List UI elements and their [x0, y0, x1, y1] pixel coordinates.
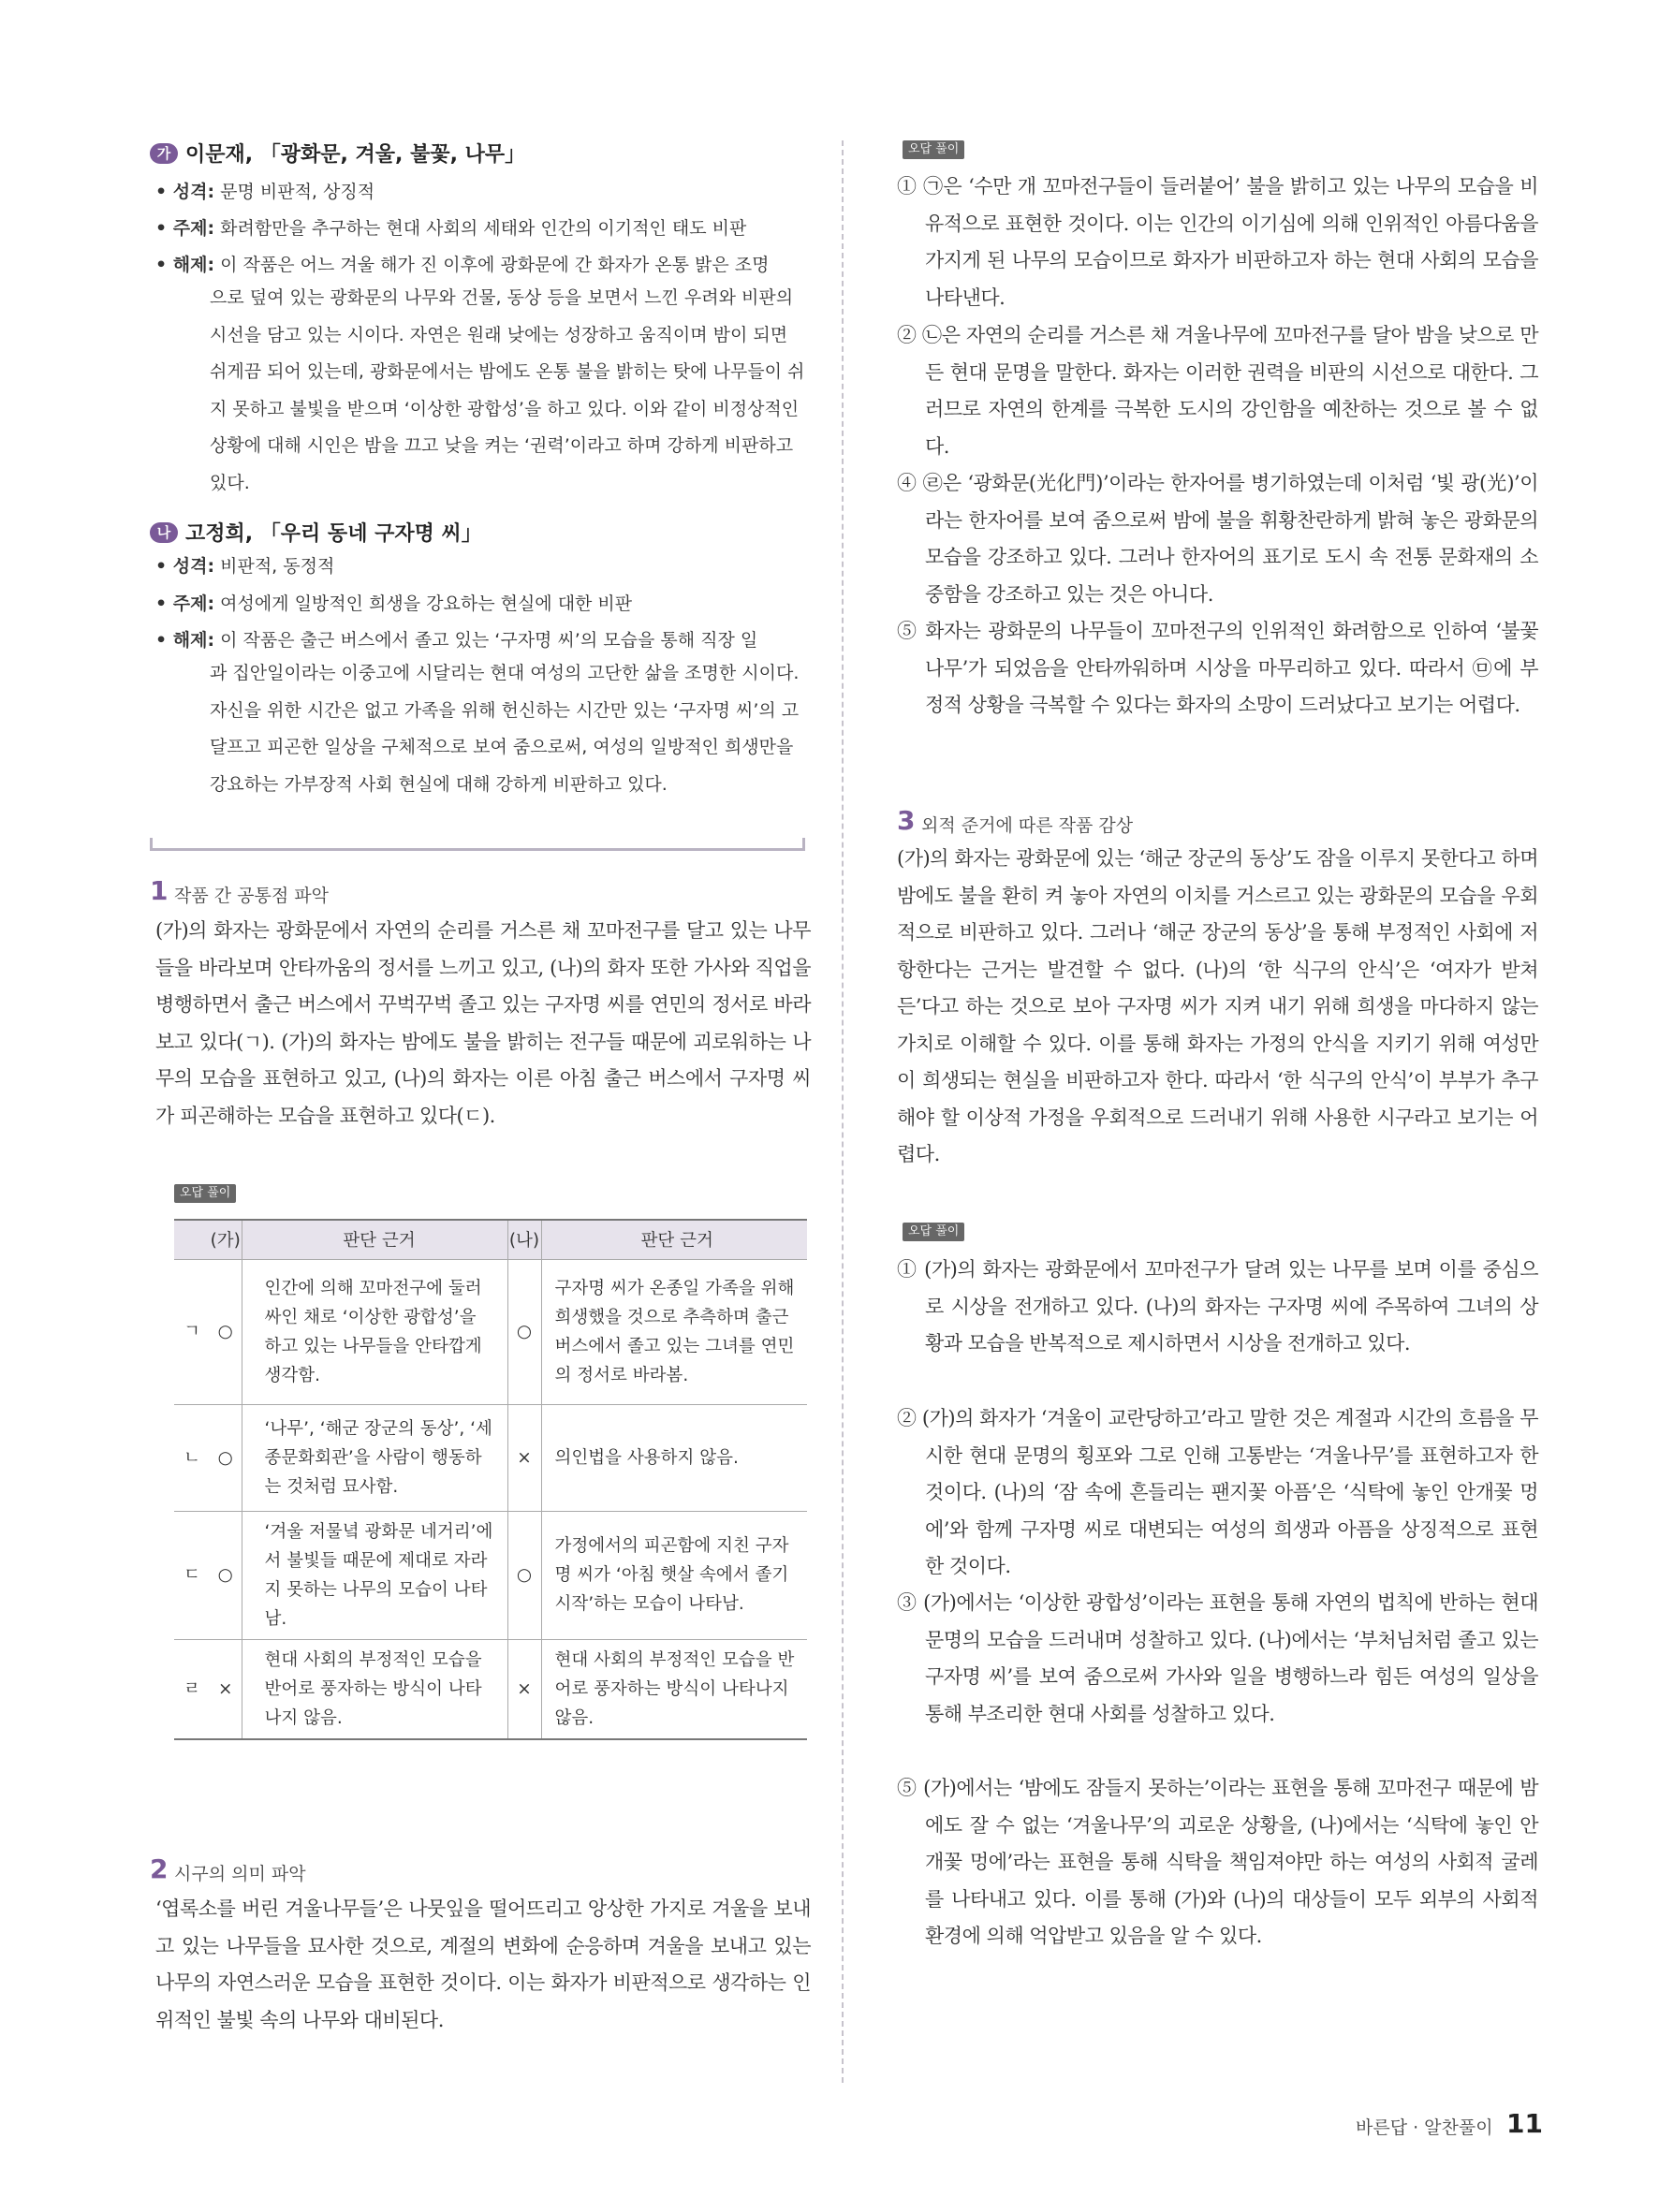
answer-item-1: ① ㉠은 ‘수만 개 꼬마전구들이 들러붙어’ 불을 밝히고 있는 나무의 모습을 비유적으로 표현한 것이다. 이는 인간의 이기심에 의해 인위적인 아름다움을 가지게 된 나무의 모습이므로 화자가 비판하고자 하는 현대 사회의 모습을 나타낸다.	[897, 175, 1538, 309]
row-key: ㄴ	[174, 1404, 210, 1511]
row-na-mark: ×	[507, 1404, 541, 1511]
work-na-badge: 나	[150, 522, 178, 543]
work-ga-title: 이문재, 「광화문, 겨울, 불꽃, 나무」	[185, 143, 526, 167]
q1-number: 1	[150, 875, 169, 906]
row-na-text: 현대 사회의 부정적인 모습을 반어로 풍자하는 방식이 나타나지 않음.	[541, 1639, 807, 1739]
table-header-na: (나)	[507, 1220, 541, 1259]
q3-title: 외적 준거에 따른 작품 감상	[921, 815, 1134, 836]
q1-wrong-answer-tag: 오답 풀이	[174, 1184, 236, 1203]
row-na-mark: ○	[507, 1259, 541, 1404]
table-row	[174, 1639, 807, 1739]
q3-wrong-answer-tag: 오답 풀이	[903, 1223, 964, 1241]
work-na-heading	[150, 518, 482, 547]
row-ga-text: 인간에 의해 꼬마전구에 둘러싸인 채로 ‘이상한 광합성’을 하고 있는 나무들을 안타깝게 생각함.	[242, 1259, 507, 1404]
row-na-text: 구자명 씨가 온종일 가족을 위해 희생했을 것으로 추측하며 출근 버스에서 졸고 있는 그녀를 연민의 정서로 바라봄.	[541, 1259, 807, 1404]
work-na-commentary: • 해제: 이 작품은 출근 버스에서 졸고 있는 ‘구자명 씨’의 모습을 통해 직장 일	[155, 630, 758, 651]
q2-number: 2	[150, 1853, 169, 1884]
q3-answer-item-3: ③ (가)에서는 ‘이상한 광합성’이라는 표현을 통해 자연의 법칙에 반하는 현대 문명의 모습을 드러내며 성찰하고 있다. (나)에서는 ‘부처님처럼 졸고 있는 구자명 씨’를 보여 줌으로써 가사와 일을 병행하느라 힘든 여성의 일상을 통해 부조리한 현대 사회를 성찰하고 있다.	[897, 1591, 1538, 1725]
work-ga-badge: 가	[150, 143, 178, 164]
table-header-blank	[174, 1220, 210, 1259]
row-ga-text: ‘겨울 저물녘 광화문 네거리’에서 불빛들 때문에 제대로 자라지 못하는 나무의 모습이 나타남.	[242, 1511, 507, 1639]
row-ga-mark: ○	[210, 1259, 242, 1404]
table-row	[174, 1511, 807, 1639]
q3-body: (가)의 화자는 광화문에 있는 ‘해군 장군의 동상’도 잠을 이루지 못한다고 하며 밤에도 불을 환히 켜 놓아 자연의 이치를 거스르고 있는 광화문의 모습을 우회적으로 비판하고 있다. 그러나 ‘해군 장군의 동상’을 통해 부정적인 사회에 저항한다는 근거는 발견할 수 없다. (나)의 ‘한 식구의 안식’은 ‘여자가 받쳐 든’다고 하는 것으로 보아 구자명 씨가 지켜 내기 위해 희생을 마다하지 않는 가치로 이해할 수 있다. 이를 통해 화자는 가정의 안식을 지키기 위해 여성만이 희생되는 현실을 비판하고자 한다. 따라서 ‘한 식구의 안식’이 부부가 추구해야 할 이상적 가정을 우회적으로 드러내기 위해 사용한 시구라고 보기는 어렵다.	[897, 847, 1538, 1165]
answer-item-4: ④ ㉣은 ‘광화문(光化門)’이라는 한자어를 병기하였는데 이처럼 ‘빛 광(光)’이라는 한자어를 보여 줌으로써 밤에 불을 휘황찬란하게 밝혀 놓은 광화문의 모습을 강조하고 있다. 그러나 한자어의 표기로 도시 속 전통 문화재의 소중함을 강조하고 있는 것은 아니다.	[897, 472, 1538, 606]
row-na-mark: ×	[507, 1639, 541, 1739]
right-wrong-answer-tag: 오답 풀이	[903, 140, 964, 159]
q2-title: 시구의 의미 파악	[174, 1864, 306, 1884]
row-na-mark: ○	[507, 1511, 541, 1639]
work-na-commentary-rest: 과 집안일이라는 이중고에 시달리는 현대 여성의 고단한 삶을 조명한 시이다. 자신을 위한 시간은 없고 가족을 위해 헌신하는 시간만 있는 ‘구자명 씨’의 고달프고 피곤한 일상을 구체적으로 보여 줌으로써, 여성의 일방적인 희생만을 강요하는 가부장적 사회 현실에 대해 강하게 비판하고 있다.	[210, 663, 800, 795]
table-header-ga-basis: 판단 근거	[242, 1220, 507, 1259]
work-na-theme: • 주제: 여성에게 일방적인 희생을 강요하는 현실에 대한 비판	[155, 593, 633, 614]
row-key: ㄱ	[174, 1259, 210, 1404]
answer-item-5: ⑤ 화자는 광화문의 나무들이 꼬마전구의 인위적인 화려함으로 인하여 ‘불꽃나무’가 되었음을 안타까워하며 시상을 마무리하고 있다. 따라서 ㉤에 부정적 상황을 극복할 수 있다는 화자의 소망이 드러났다고 보기는 어렵다.	[897, 620, 1538, 716]
q2-body: ‘엽록소를 버린 겨울나무들’은 나뭇잎을 떨어뜨리고 앙상한 가지로 겨울을 보내고 있는 나무들을 묘사한 것으로, 계절의 변화에 순응하며 겨울을 보내고 있는 나무의 자연스러운 모습을 표현한 것이다. 이는 화자가 비판적으로 생각하는 인위적인 불빛 속의 나무와 대비된다.	[155, 1897, 811, 2031]
table-header-row	[174, 1220, 807, 1259]
row-ga-text: 현대 사회의 부정적인 모습을 반어로 풍자하는 방식이 나타나지 않음.	[242, 1639, 507, 1739]
q3-number: 3	[897, 805, 916, 836]
answer-item-2: ② ㉡은 자연의 순리를 거스른 채 겨울나무에 꼬마전구를 달아 밤을 낮으로 만든 현대 문명을 말한다. 화자는 이러한 권력을 비판의 시선으로 대한다. 그러므로 자연의 한계를 극복한 도시의 강인함을 예찬하는 것으로 볼 수 없다.	[897, 324, 1538, 458]
work-ga-commentary-rest: 으로 덮여 있는 광화문의 나무와 건물, 동상 등을 보면서 느낀 우려와 비판의 시선을 담고 있는 시이다. 자연은 원래 낮에는 성장하고 움직이며 밤이 되면 쉬게끔 되어 있는데, 광화문에서는 밤에도 온통 불을 밝히는 탓에 나무들이 쉬지 못하고 불빛을 받으며 ‘이상한 광합성’을 하고 있다. 이와 같이 비정상적인 상황에 대해 시인은 밤을 끄고 낮을 켜는 ‘권력’이라고 하며 강하게 비판하고 있다.	[210, 287, 805, 493]
table-row	[174, 1259, 807, 1404]
row-key: ㄹ	[174, 1639, 210, 1739]
work-ga-commentary: • 해제: 이 작품은 어느 겨울 해가 진 이후에 광화문에 간 화자가 온통 밝은 조명	[155, 255, 770, 275]
q3-answer-item-1: ① (가)의 화자는 광화문에서 꼬마전구가 달려 있는 나무를 보며 이를 중심으로 시상을 전개하고 있다. (나)의 화자는 구자명 씨에 주목하여 그녀의 상황과 모습을 반복적으로 제시하면서 시상을 전개하고 있다.	[897, 1258, 1538, 1355]
row-na-text: 의인법을 사용하지 않음.	[541, 1404, 807, 1511]
work-ga-heading	[150, 139, 525, 168]
page-number: 11	[1506, 2108, 1543, 2139]
judgment-table	[174, 1219, 807, 1740]
q3-answer-item-2: ② (가)의 화자가 ‘겨울이 교란당하고’라고 말한 것은 계절과 시간의 흐름을 무시한 현대 문명의 횡포와 그로 인해 고통받는 ‘겨울나무’를 표현하고자 한 것이다. (나)의 ‘잠 속에 흔들리는 팬지꽃 아픔’은 ‘식탁에 놓인 안개꽃 멍에’와 함께 구자명 씨로 대변되는 여성의 희생과 아픔을 상징적으로 표현한 것이다.	[897, 1407, 1538, 1577]
work-na-nature: • 성격: 비판적, 동정적	[155, 556, 335, 577]
row-ga-mark: ○	[210, 1404, 242, 1511]
work-na-title: 고정희, 「우리 동네 구자명 씨」	[185, 522, 482, 546]
column-divider	[842, 140, 844, 2083]
row-na-text: 가정에서의 피곤함에 지친 구자명 씨가 ‘아침 햇살 속에서 졸기 시작’하는 모습이 나타남.	[541, 1511, 807, 1639]
q1-title: 작품 간 공통점 파악	[174, 886, 329, 906]
table-header-ga: (가)	[210, 1220, 242, 1259]
row-key: ㄷ	[174, 1511, 210, 1639]
work-ga-nature: • 성격: 문명 비판적, 상징적	[155, 182, 375, 202]
work-box-bottom-border	[150, 838, 805, 851]
row-ga-mark: ○	[210, 1511, 242, 1639]
table-row	[174, 1404, 807, 1511]
q3-answer-item-5: ⑤ (가)에서는 ‘밤에도 잠들지 못하는’이라는 표현을 통해 꼬마전구 때문에 밤에도 잘 수 없는 ‘겨울나무’의 괴로운 상황을, (나)에서는 ‘식탁에 놓인 안개꽃 멍에’라는 표현을 통해 식탁을 책임져야만 하는 여성의 사회적 굴레를 나타내고 있다. 이를 통해 (가)와 (나)의 대상들이 모두 외부의 사회적 환경에 의해 억압받고 있음을 알 수 있다.	[897, 1777, 1538, 1947]
table-header-na-basis: 판단 근거	[541, 1220, 807, 1259]
row-ga-text: ‘나무’, ‘해군 장군의 동상’, ‘세종문화회관’을 사람이 행동하는 것처럼 묘사함.	[242, 1404, 507, 1511]
footer-label: 바른답 · 알찬풀이	[1356, 2117, 1493, 2138]
work-ga-theme: • 주제: 화려함만을 추구하는 현대 사회의 세태와 인간의 이기적인 태도 비판	[155, 218, 747, 239]
row-ga-mark: ×	[210, 1639, 242, 1739]
q1-body: (가)의 화자는 광화문에서 자연의 순리를 거스른 채 꼬마전구를 달고 있는 나무들을 바라보며 안타까움의 정서를 느끼고 있고, (나)의 화자 또한 가사와 직업을 병행하면서 출근 버스에서 꾸벅꾸벅 졸고 있는 구자명 씨를 연민의 정서로 바라보고 있다(ㄱ). (가)의 화자는 밤에도 불을 밝히는 전구들 때문에 괴로워하는 나무의 모습을 표현하고 있고, (나)의 화자는 이른 아침 출근 버스에서 구자명 씨가 피곤해하는 모습을 표현하고 있다(ㄷ).	[155, 919, 811, 1127]
